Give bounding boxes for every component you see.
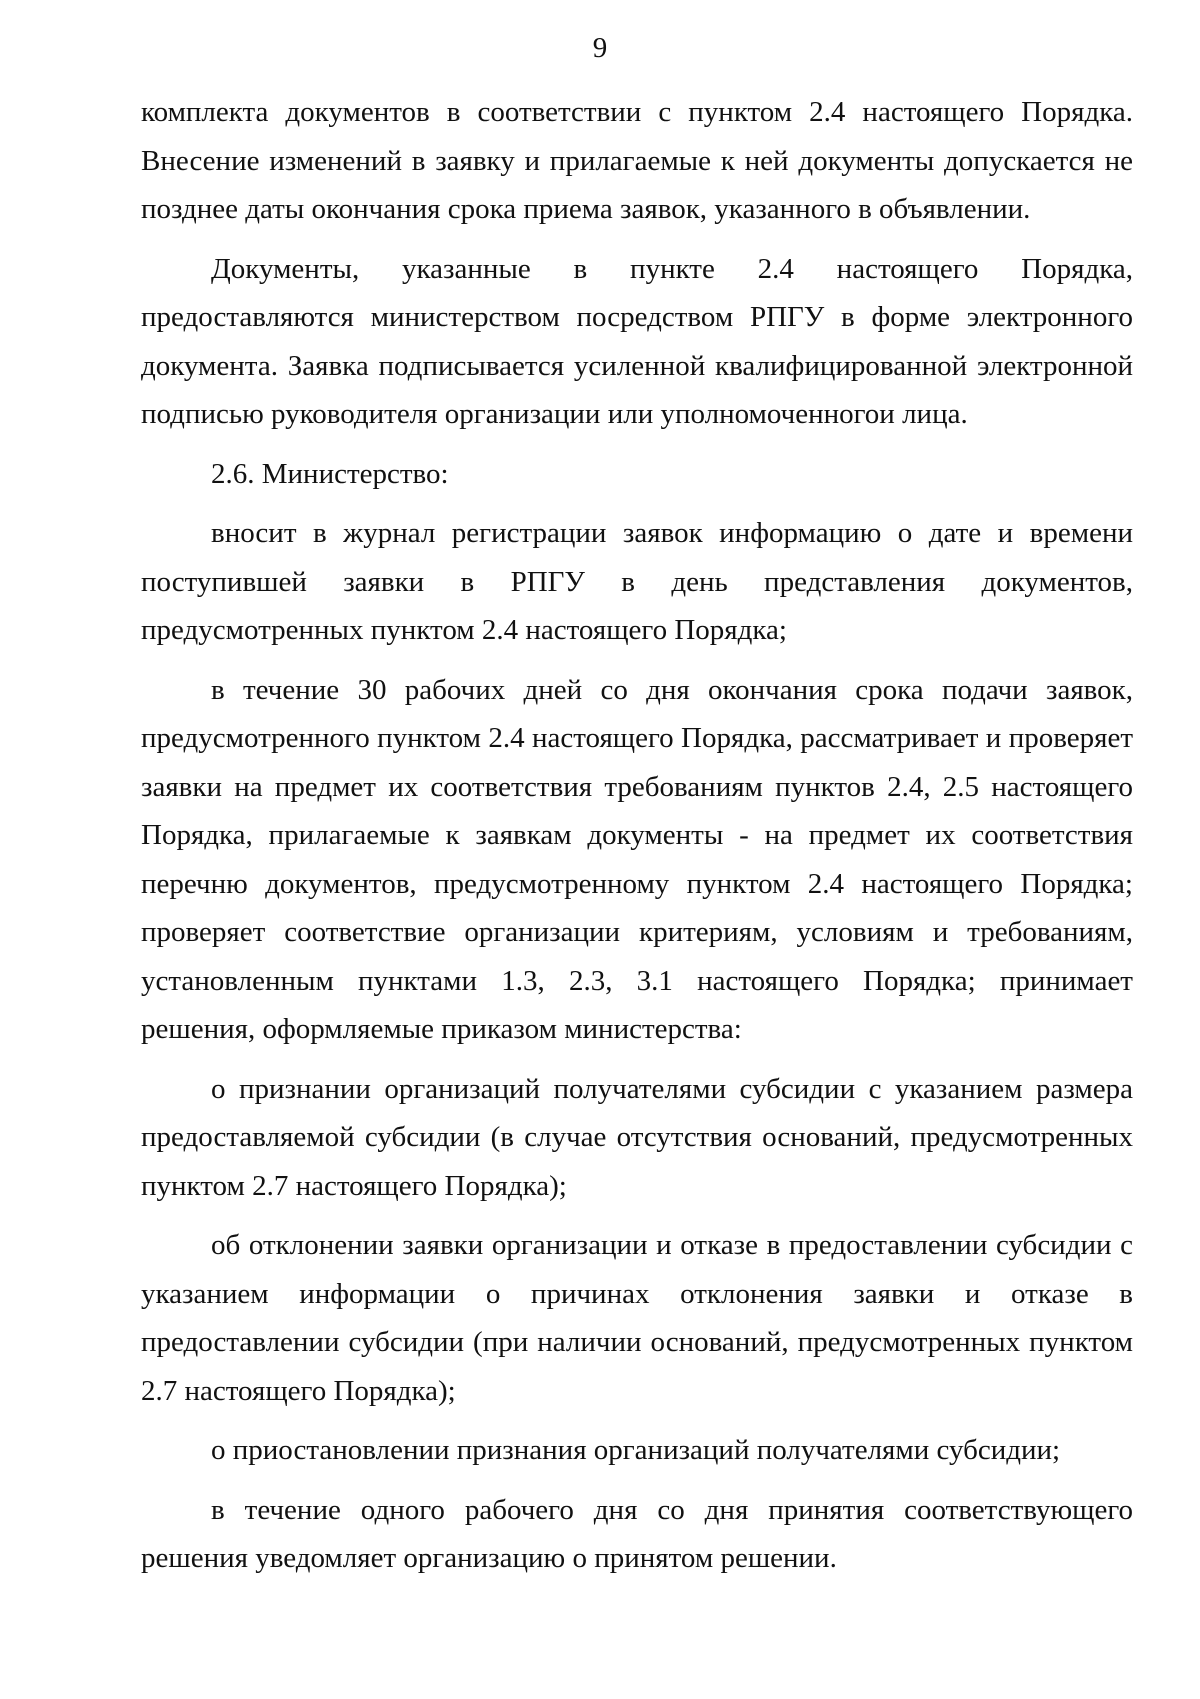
document-body (141, 88, 1133, 1583)
paragraph-2: Документы, указанные в пункте 2.4 настоящего Порядка, предоставляются министерством посредством РПГУ в форме электронного документа. Заявка подписывается усиленной квалифицированной электронной подписью руководителя организации или уполномоченногои лица. (141, 252, 1133, 430)
page-number: 9 (592, 32, 608, 64)
paragraph-3: вносит в журнал регистрации заявок информацию о дате и времени поступившей заявки в РПГУ в день представления документов, предусмотренных пунктом 2.4 настоящего Порядка; (141, 517, 1133, 646)
paragraph-7: о приостановлении признания организаций получателями субсидии; (211, 1434, 1061, 1466)
paragraph-8: в течение одного рабочего дня со дня принятия соответствующего решения уведомляет организацию о принятом решении. (141, 1493, 1133, 1574)
section-heading: 2.6. Министерство: (211, 457, 449, 490)
paragraph-4: в течение 30 рабочих дней со дня окончания срока подачи заявок, предусмотренного пунктом 2.4 настоящего Порядка, рассматривает и проверяет заявки на предмет их соответствия требованиям пунктов 2.4, 2.5 настоящего Порядка, прилагаемые к заявкам документы - на предмет их соответствия перечню документов, предусмотренному пунктом 2.4 настоящего Порядка; проверяет соответствие организации критериям, условиям и требованиям, установленным пунктами 1.3, 2.3, 3.1 настоящего Порядка; принимает решения, оформляемые приказом министерства: (141, 673, 1133, 1045)
paragraph-6: об отклонении заявки организации и отказе в предоставлении субсидии с указанием информации о причинах отклонения заявки и отказе в предоставлении субсидии (при наличии оснований, предусмотренных пунктом 2.7 настоящего Порядка); (141, 1229, 1133, 1407)
paragraph-5: о признании организаций получателями субсидии с указанием размера предоставляемой субсидии (в случае отсутствия оснований, предусмотренных пунктом 2.7 настоящего Порядка); (141, 1072, 1133, 1202)
paragraph-1: комплекта документов в соответствии с пунктом 2.4 настоящего Порядка. Внесение изменений в заявку и прилагаемые к ней документы допускается не позднее даты окончания срока приема заявок, указанного в объявлении. (141, 96, 1133, 225)
